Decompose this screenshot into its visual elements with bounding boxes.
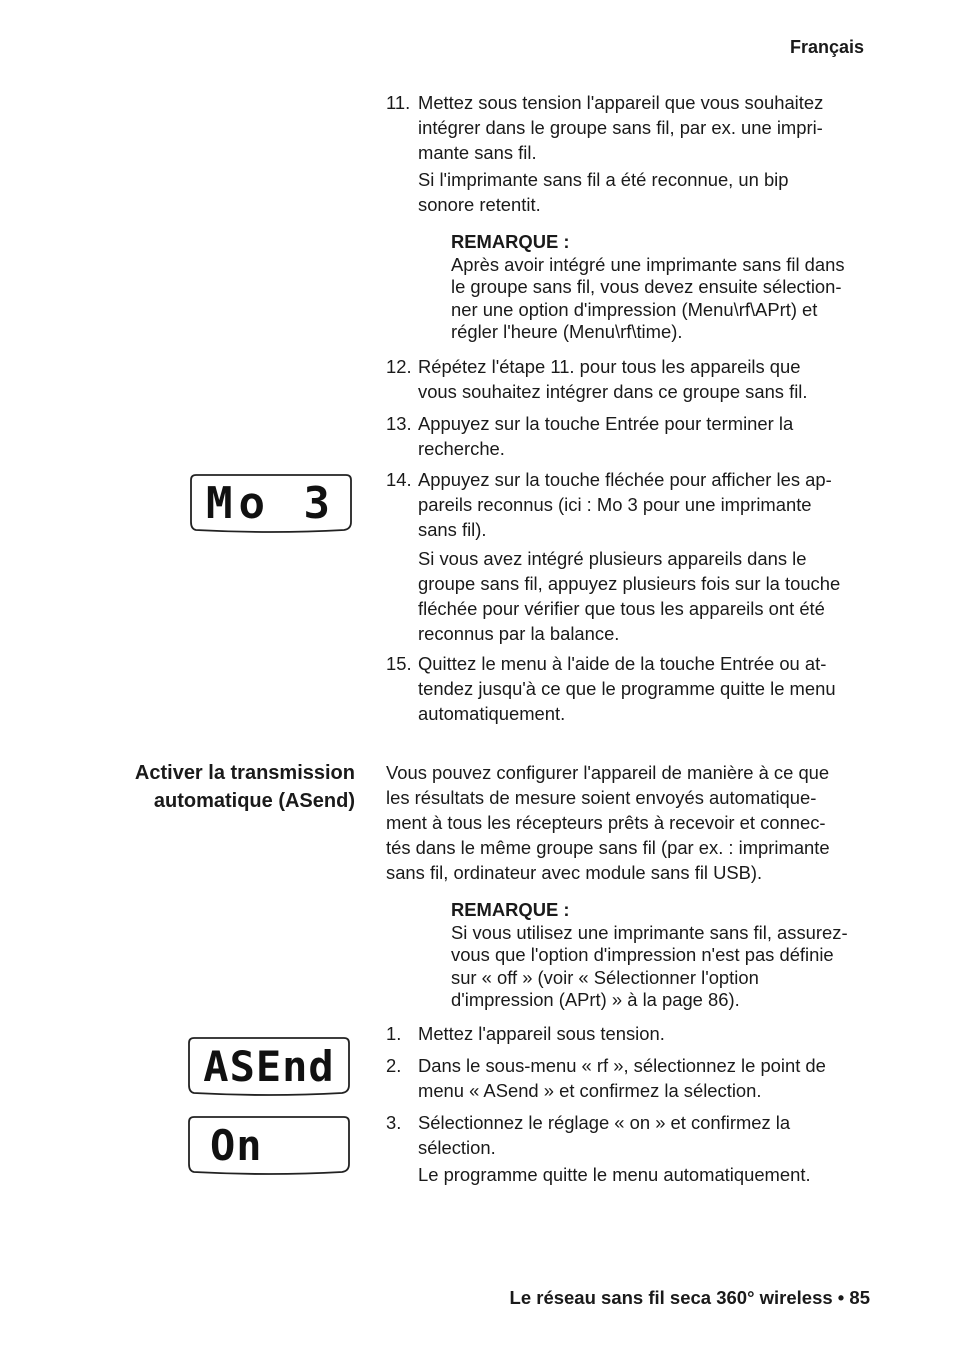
lcd-display-on bbox=[186, 1114, 352, 1178]
body-line: Vous pouvez configurer l'appareil de manière à ce que bbox=[386, 762, 830, 783]
lcd-display-frame bbox=[186, 1035, 352, 1099]
step-15-text bbox=[418, 651, 870, 726]
step-line: Appuyez sur la touche fléchée pour afficher les ap- bbox=[418, 469, 832, 490]
body-line: tés dans le même groupe sans fil (par ex. : imprimante bbox=[386, 837, 830, 858]
step-11-number: 11. bbox=[386, 92, 411, 113]
header-language: Français bbox=[789, 37, 864, 57]
lcd-display-frame bbox=[186, 1114, 352, 1178]
step-line: pareils reconnus (ici : Mo 3 pour une imprimante bbox=[418, 494, 812, 515]
step-line: recherche. bbox=[418, 438, 505, 459]
note-title: REMARQUE : bbox=[451, 899, 570, 920]
step-14-number: 14. bbox=[386, 469, 412, 490]
note-remark-2 bbox=[451, 899, 873, 1012]
step-3-number: 3. bbox=[386, 1112, 402, 1133]
step-line: Appuyez sur la touche Entrée pour terminer la bbox=[418, 413, 794, 434]
step-line: Quittez le menu à l'aide de la touche Entrée ou at- bbox=[418, 653, 827, 674]
step-15-number: 15. bbox=[386, 653, 412, 674]
body-line: les résultats de mesure soient envoyés automatique- bbox=[386, 787, 817, 808]
step-line: Le programme quitte le menu automatiquement. bbox=[418, 1164, 811, 1185]
step-2-text bbox=[418, 1053, 870, 1103]
step-line: Mettez sous tension l'appareil que vous souhaitez bbox=[418, 92, 824, 113]
section-body bbox=[386, 760, 870, 885]
step-line: sélection. bbox=[418, 1137, 496, 1158]
section-title-line: automatique (ASend) bbox=[153, 790, 355, 812]
lcd-text: ASEnd bbox=[203, 1042, 335, 1091]
lcd-display-frame bbox=[188, 472, 354, 536]
page-footer: Le réseau sans fil seca 360° wireless • 85 bbox=[509, 1287, 870, 1308]
step-13-text bbox=[418, 411, 870, 461]
step-line: Si l'imprimante sans fil a été reconnue, un bip bbox=[418, 169, 789, 190]
step-line: Si vous avez intégré plusieurs appareils dans le bbox=[418, 548, 807, 569]
note-line: vous que l'option d'impression n'est pas définie bbox=[451, 944, 834, 965]
note-line: Si vous utilisez une imprimante sans fil, assurez- bbox=[451, 921, 848, 943]
step-13-number: 13. bbox=[386, 413, 412, 434]
step-line: tendez jusqu'à ce que le programme quitte le menu bbox=[418, 678, 836, 699]
step-line: vous souhaitez intégrer dans ce groupe sans fil. bbox=[418, 381, 808, 402]
step-line: Répétez l'étape 11. pour tous les appareils que bbox=[418, 356, 801, 377]
step-line: Dans le sous-menu « rf », sélectionnez le point de bbox=[418, 1055, 826, 1076]
section-title-line: Activer la transmission bbox=[134, 762, 355, 784]
lcd-text: Mo 3 bbox=[206, 478, 336, 529]
step-line: fléchée pour vérifier que tous les appareils ont été bbox=[418, 598, 825, 619]
body-line: sans fil, ordinateur avec module sans fil USB). bbox=[386, 862, 763, 883]
step-line: menu « ASend » et confirmez la sélection. bbox=[418, 1080, 762, 1101]
note-line: Après avoir intégré une imprimante sans fil dans bbox=[451, 253, 845, 275]
step-2-number: 2. bbox=[386, 1055, 402, 1076]
lcd-display-asend bbox=[186, 1035, 352, 1099]
step-11-text bbox=[418, 90, 870, 217]
step-line: sans fil). bbox=[418, 519, 487, 540]
step-14-text bbox=[418, 467, 870, 646]
lcd-text: On bbox=[210, 1121, 263, 1170]
note-title: REMARQUE : bbox=[451, 231, 570, 252]
step-12-text bbox=[418, 354, 870, 404]
step-line: Sélectionnez le réglage « on » et confirmez la bbox=[418, 1112, 791, 1133]
step-12-number: 12. bbox=[386, 356, 412, 377]
note-line: le groupe sans fil, vous devez ensuite sélection- bbox=[451, 276, 842, 297]
note-line: ner une option d'impression (Menu\rf\APrt) et bbox=[451, 298, 818, 320]
lcd-display-mo3 bbox=[188, 472, 354, 536]
section-title bbox=[60, 759, 355, 815]
step-line: intégrer dans le groupe sans fil, par ex. une impri- bbox=[418, 117, 823, 138]
step-line: groupe sans fil, appuyez plusieurs fois sur la touche bbox=[418, 573, 841, 594]
step-line: Mettez l'appareil sous tension. bbox=[418, 1023, 665, 1044]
step-1-text bbox=[418, 1021, 870, 1046]
step-line: mante sans fil. bbox=[418, 142, 537, 163]
note-line: régler l'heure (Menu\rf\time). bbox=[451, 321, 683, 342]
step-line: automatiquement. bbox=[418, 703, 566, 724]
step-1-number: 1. bbox=[386, 1023, 402, 1044]
note-line: sur « off » (voir « Sélectionner l'option bbox=[451, 966, 759, 988]
note-line: d'impression (APrt) » à la page 86). bbox=[451, 989, 740, 1010]
note-remark-1 bbox=[451, 231, 873, 344]
body-line: ment à tous les récepteurs prêts à recevoir et connec- bbox=[386, 812, 826, 833]
step-line: sonore retentit. bbox=[418, 194, 541, 215]
step-3-text bbox=[418, 1110, 870, 1187]
step-line: reconnus par la balance. bbox=[418, 623, 620, 644]
